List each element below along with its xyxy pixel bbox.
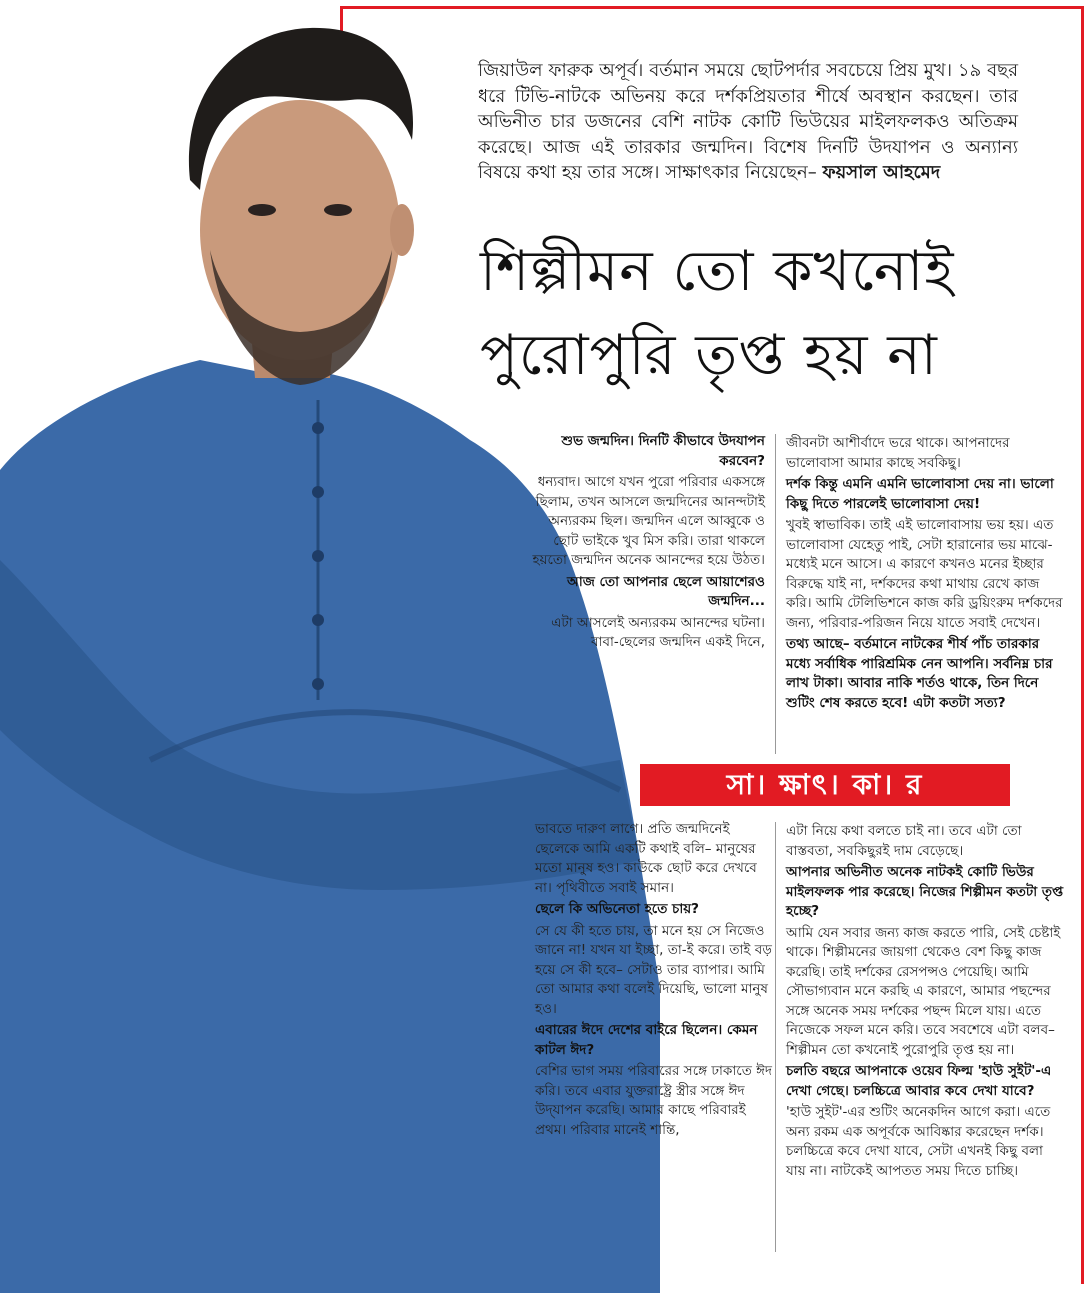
intro-paragraph xyxy=(478,58,1018,186)
column-2-top xyxy=(786,434,1066,715)
answer: সে যে কী হতে চায়, তা মনে হয় সে নিজেও জানে না! যখন যা ইচ্ছা, তা-ই করে। তাই বড় হয়ে সে কী হবে– সেটাও তার ব্যাপার। আমি তো আমার কথা বলেই দিয়েছি, ভালো মানুষ হও। xyxy=(535,922,772,1017)
column-divider-top xyxy=(775,434,776,754)
headline-line-2: পুরোপুরি তৃপ্ত হয় না xyxy=(480,323,938,388)
question: এবারের ঈদে দেশের বাইরে ছিলেন। কেমন কাটল ঈদ? xyxy=(535,1022,758,1058)
column-2-bottom xyxy=(786,822,1066,1183)
answer: এটা নিয়ে কথা বলতে চাই না। তবে এটা তো বাস্তবতা, সবকিছুরই দাম বেড়েছে। xyxy=(786,823,1022,859)
section-banner: সা। ক্ষাৎ। কা। র xyxy=(640,764,1010,806)
answer: আমি যেন সবার জন্য কাজ করতে পারি, সেই চেষ্টাই থাকে। শিল্পীমনের জায়গা থেকেও বেশ কিছু কাজ করেছি। তাই দর্শকের রেসপন্সও পেয়েছি। আমি সৌভাগ্যবান মনে করছি এ কারণে, আমার পছন্দের সঙ্গে অনেক সময় দর্শকের পছন্দ মিলে যায়। এতে নিজেকে সফল মনে করি। তবে সবশেষে এটা বলব– শিল্পীমন তো কখনোই পুরোপুরি তৃপ্ত হয় না। xyxy=(786,924,1061,1058)
question: তথ্য আছে– বর্তমানে নাটকের শীর্ষ পাঁচ তারকার মধ্যে সর্বাধিক পারিশ্রমিক নেন আপনি। সর্বনিম্ন চার লাখ টাকা। আবার নাকি শর্তও থাকে, তিন দিনে শুটিং শেষ করতে হবে! এটা কতটা সত্য? xyxy=(786,636,1053,711)
intro-author: ফয়সাল আহমেদ xyxy=(822,162,941,183)
answer: খুবই স্বাভাবিক। তাই এই ভালোবাসায় ভয় হয়। এত ভালোবাসা যেহেতু পাই, সেটা হারানোর ভয় মাঝে-মধ্যেই মনে আসে। এ কারণে কখনও মনের ইচ্ছার বিরুদ্ধে যাই না, দর্শকদের কথা মাথায় রেখে কাজ করি। আমি টেলিভিশনে কাজ করি ড্রয়িংরুম দর্শকদের জন্য, পরিবার-পরিজন নিয়ে যাতে সবাই দেখেন। xyxy=(786,517,1063,631)
headline-line-1: শিল্পীমন তো কখনোই xyxy=(480,239,955,304)
answer: এটা আসলেই অন্যরকম আনন্দের ঘটনা। বাবা-ছেলের জন্মদিন একই দিনে, xyxy=(551,614,765,650)
question: আপনার অভিনীত অনেক নাটকই কোটি ভিউর মাইলফলক পার করেছে। নিজের শিল্পীমন কতটা তৃপ্ত হচ্ছে? xyxy=(786,864,1064,919)
answer: জীবনটা আশীর্বাদে ভরে থাকে। আপনাদের ভালোবাসা আমার কাছে সবকিছু। xyxy=(786,435,1010,471)
intro-text: জিয়াউল ফারুক অপূর্ব। বর্তমান সময়ে ছোটপর্দার সবচেয়ে প্রিয় মুখ। ১৯ বছর ধরে টিভি-নাটকে অভিনয় করে দর্শকপ্রিয়তার শীর্ষে অবস্থান করছেন। তার অভিনীত চার ডজনের বেশি নাটক কোটি ভিউয়ের মাইলফলকও অতিক্রম করেছে। আজ এই তারকার জন্মদিন। বিশেষ দিনটি উদযাপন ও অন্যান্য বিষয়ে কথা হয় তার সঙ্গে। সাক্ষাৎকার নিয়েছেন– xyxy=(478,60,1018,183)
column-divider-bottom xyxy=(775,822,776,1252)
column-1-bottom xyxy=(535,820,775,1142)
question: ছেলে কি অভিনেতা হতে চায়? xyxy=(535,901,700,917)
question: চলতি বছরে আপনাকে ওয়েব ফিল্ম 'হাউ সুইট'-এ দেখা গেছে। চলচ্চিত্রে আবার কবে দেখা যাবে? xyxy=(786,1063,1052,1099)
answer: 'হাউ সুইট'-এর শুটিং অনেকদিন আগে করা। এতে অন্য রকম এক অপূর্বকে আবিষ্কার করেছেন দর্শক। চলচ্চিত্রে কবে দেখা যাবে, সেটা এখনই কিছু বলা যায় না। নাটকেই আপতত সময় দিতে চাচ্ছি। xyxy=(786,1104,1051,1179)
answer: বেশির ভাগ সময় পরিবারের সঙ্গে ঢাকাতে ঈদ করি। তবে এবার যুক্তরাষ্ট্রে স্ত্রীর সঙ্গে ঈদ উদ্‌যাপন করেছি। আমার কাছে পরিবারই প্রথম। পরিবার মানেই শান্তি, xyxy=(535,1063,773,1138)
question: আজ তো আপনার ছেলে আয়াশেরও জন্মদিন... xyxy=(567,573,765,609)
question: শুভ জন্মদিন। দিনটি কীভাবে উদযাপন করবেন? xyxy=(561,433,765,469)
column-1-top xyxy=(520,432,765,655)
question: দর্শক কিন্তু এমনি এমনি ভালোবাসা দেয় না। ভালো কিছু দিতে পারলেই ভালোবাসা দেয়! xyxy=(786,476,1054,512)
answer: ভাবতে দারুণ লাগে। প্রতি জন্মদিনেই ছেলেকে আমি একটি কথাই বলি– মানুষের মতো মানুষ হও। কাউকে ছোট করে দেখবে না। পৃথিবীতে সবাই সমান। xyxy=(535,821,757,896)
headline xyxy=(480,230,1080,398)
frame-right-rule xyxy=(1081,6,1084,1284)
answer: ধন্যবাদ। আগে যখন পুরো পরিবার একসঙ্গে ছিলাম, তখন আসলে জন্মদিনের আনন্দটাই অন্যরকম ছিল। জন্মদিন এলে আব্বুকে ও ছোট ভাইকে খুব মিস করি। তারা থাকলে হয়তো জন্মদিন অনেক আনন্দের হয়ে উঠত। xyxy=(532,474,765,568)
